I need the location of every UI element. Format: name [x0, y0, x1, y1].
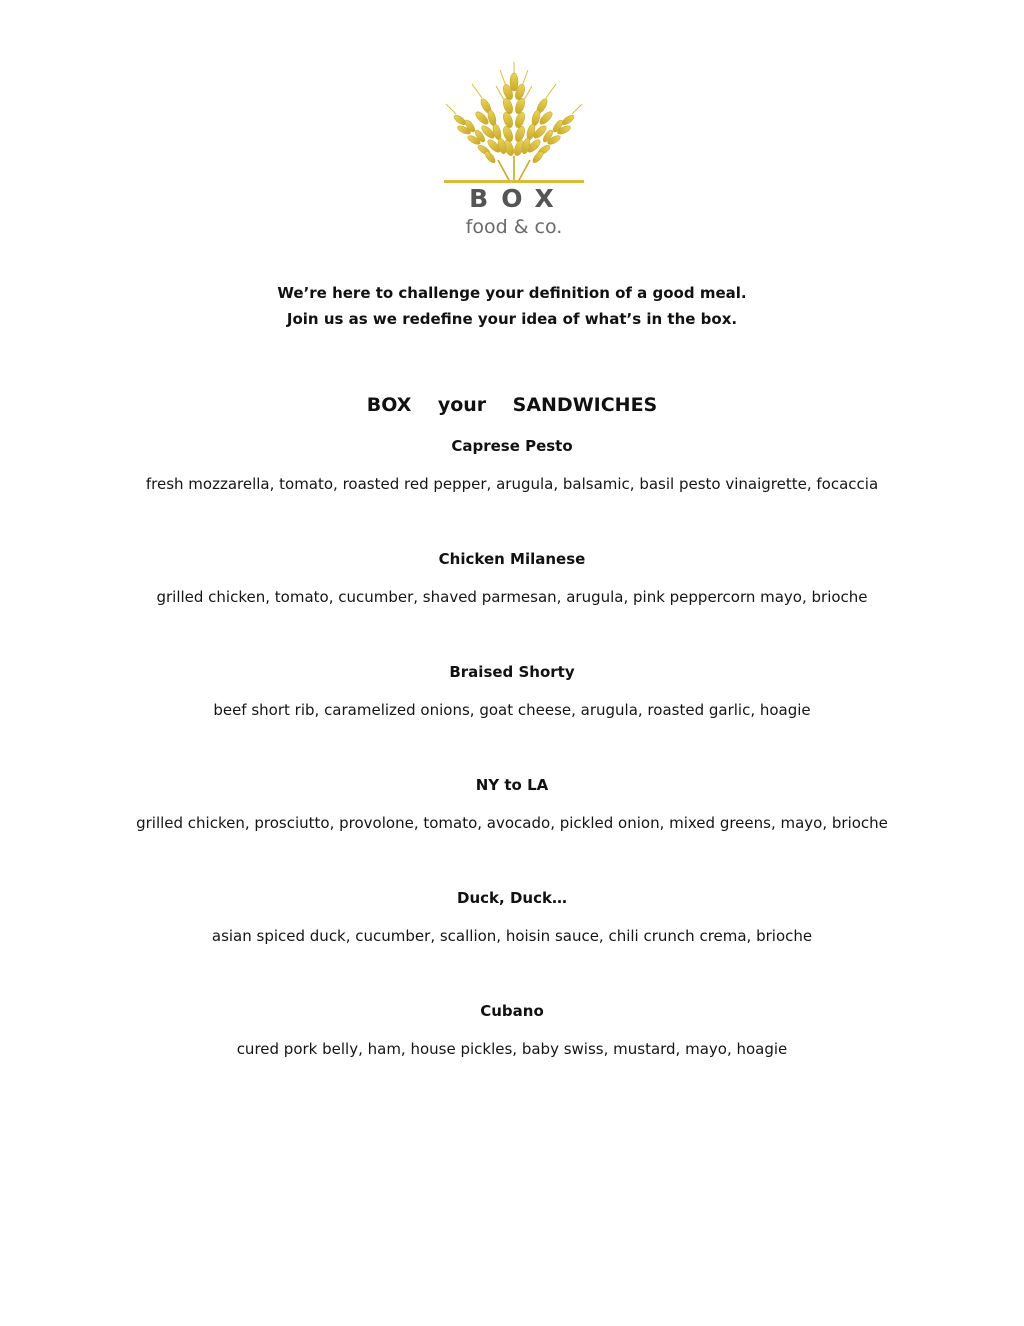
menu-item-name: Caprese Pesto	[451, 437, 573, 455]
menu-item-description: fresh mozzarella, tomato, roasted red pepper, arugula, balsamic, basil pesto vinaigrette, focaccia	[145, 475, 879, 493]
menu-item-description: grilled chicken, tomato, cucumber, shaved parmesan, arugula, pink peppercorn mayo, brioche	[156, 588, 868, 606]
menu-item-name: Cubano	[480, 1002, 544, 1020]
menu-item-name: Chicken Milanese	[438, 550, 586, 568]
logo-brand-text: BOX	[469, 184, 567, 213]
box-food-logo	[442, 60, 586, 242]
tagline-line-2: Join us as we redefine your idea of what’s in the box.	[286, 310, 738, 328]
menu-item-name: Duck, Duck…	[457, 889, 567, 907]
section-title-word-3: SANDWICHES	[512, 394, 658, 416]
menu-item-description: cured pork belly, ham, house pickles, baby swiss, mustard, mayo, hoagie	[236, 1040, 788, 1058]
section-title-word-2: your	[437, 394, 487, 416]
menu-item-description: asian spiced duck, cucumber, scallion, hoisin sauce, chili crunch crema, brioche	[211, 927, 813, 945]
wheat-icon	[442, 60, 586, 190]
menu-item-description: grilled chicken, prosciutto, provolone, tomato, avocado, pickled onion, mixed greens, mayo, brioche	[136, 814, 888, 832]
menu-item-name: Braised Shorty	[449, 663, 575, 681]
section-title-word-1: BOX	[366, 394, 412, 416]
tagline-line-1: We’re here to challenge your definition of a good meal.	[277, 284, 747, 302]
logo-subtitle: food & co.	[465, 216, 563, 238]
menu-item-description: beef short rib, caramelized onions, goat cheese, arugula, roasted garlic, hoagie	[213, 701, 811, 719]
section-title	[0, 393, 1024, 417]
menu-item-name: NY to LA	[475, 776, 549, 794]
